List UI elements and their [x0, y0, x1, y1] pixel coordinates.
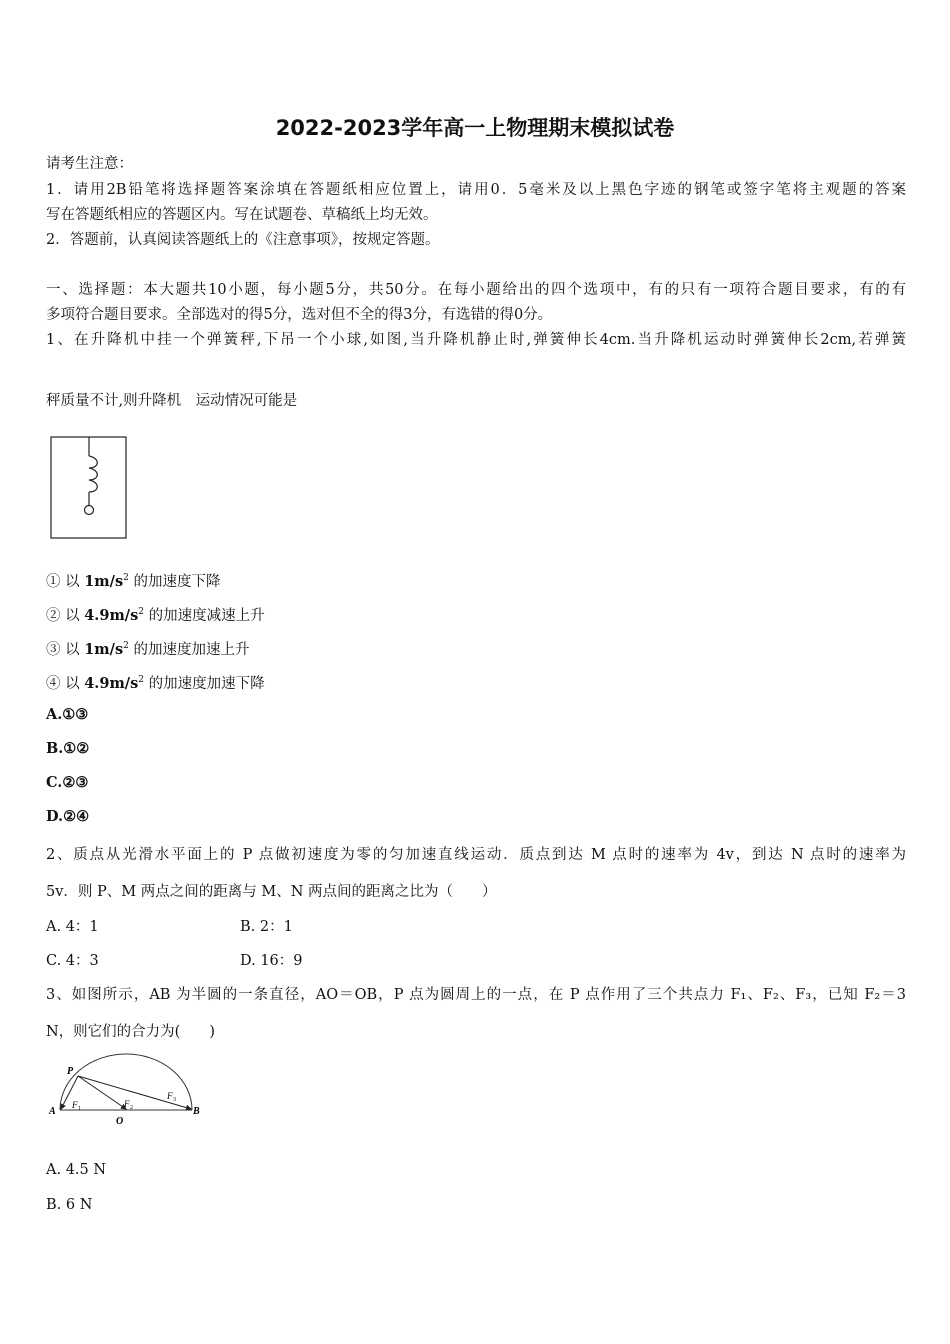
label-f1: F: [72, 1100, 78, 1110]
q2-choice-b[interactable]: B. 2：1: [240, 919, 293, 935]
q1-choice-d[interactable]: D.②④: [46, 808, 90, 825]
question-3-stem-line-2: N，则它们的合力为( ): [46, 1024, 216, 1040]
question-1-stem-line-2: 秤质量不计,则升降机 运动情况可能是: [46, 393, 298, 409]
q1-statement-3: ③ 以 $1m/s^2$ 的加速度加速上升: [46, 641, 250, 658]
q2-choice-c[interactable]: C. 4：3: [46, 953, 99, 969]
section-intro-line-1: 一、选择题：本大题共10小题，每小题5分，共50分。在每小题给出的四个选项中，有的只有一项符合题目要求，有的有: [46, 282, 906, 298]
label-f1-sub: 1: [78, 1106, 81, 1112]
q1-statement-2: ② 以 $4.9m/s^2$ 的加速度减速上升: [46, 607, 265, 624]
notice-item-1-line-1: 1．请用2B铅笔将选择题答案涂填在答题纸相应位置上，请用0．5毫米及以上黑色字迹的钢笔或签字笔将主观题的答案: [46, 182, 906, 198]
label-a: A: [49, 1106, 56, 1117]
section-intro-line-2: 多项符合题目要求。全部选对的得5分，选对但不全的得3分，有选错的得0分。: [46, 307, 553, 323]
label-f2: F: [124, 1099, 130, 1109]
q3-choice-a[interactable]: A. 4.5 N: [46, 1162, 107, 1178]
label-o: O: [116, 1116, 124, 1127]
semicircle-force-figure: [46, 1052, 206, 1132]
question-2-stem-line-2: 5v．则 P、M 两点之间的距离与 M、N 两点间的距离之比为（ ）: [46, 884, 497, 900]
label-f3-sub: 3: [173, 1097, 176, 1103]
q1-choice-c[interactable]: C.②③: [46, 774, 89, 791]
question-2-stem-line-1: 2、质点从光滑水平面上的 P 点做初速度为零的匀加速直线运动．质点到达 M 点时的速率为 4v，到达 N 点时的速率为: [46, 847, 906, 863]
notice-item-2: 2．答题前，认真阅读答题纸上的《注意事项》，按规定答题。: [46, 232, 440, 248]
q1-statement-1: ① 以 $1m/s^2$ 的加速度下降: [46, 573, 221, 590]
question-1-stem-line-1: 1、在升降机中挂一个弹簧秤,下吊一个小球,如图,当升降机静止时,弹簧伸长4cm.当升降机运动时弹簧伸长2cm,若弹簧: [46, 332, 906, 348]
q1-choice-b[interactable]: B.①②: [46, 740, 90, 757]
q1-choice-a[interactable]: A.①③: [46, 706, 89, 723]
notice-item-1-line-2: 写在答题纸相应的答题区内。写在试题卷、草稿纸上均无效。: [46, 207, 438, 223]
page-title: 2022-2023学年高一上物理期末模拟试卷: [275, 116, 675, 140]
label-b: B: [193, 1106, 200, 1117]
question-3-stem-line-1: 3、如图所示，AB 为半圆的一条直径，AO＝OB，P 点为圆周上的一点，在 P 点作用了三个共点力 F₁、F₂、F₃，已知 F₂＝3: [46, 987, 906, 1003]
q2-choice-d[interactable]: D. 16：9: [240, 953, 303, 969]
q3-choice-b[interactable]: B. 6 N: [46, 1197, 93, 1213]
notice-heading: 请考生注意：: [46, 156, 133, 172]
label-p: P: [67, 1066, 74, 1077]
q2-choice-a[interactable]: A. 4：1: [46, 919, 99, 935]
q1-statement-4: ④ 以 $4.9m/s^2$ 的加速度加速下降: [46, 675, 265, 692]
label-f3: F: [167, 1091, 173, 1101]
elevator-spring-figure: [50, 436, 128, 540]
label-f2-sub: 2: [130, 1105, 133, 1111]
